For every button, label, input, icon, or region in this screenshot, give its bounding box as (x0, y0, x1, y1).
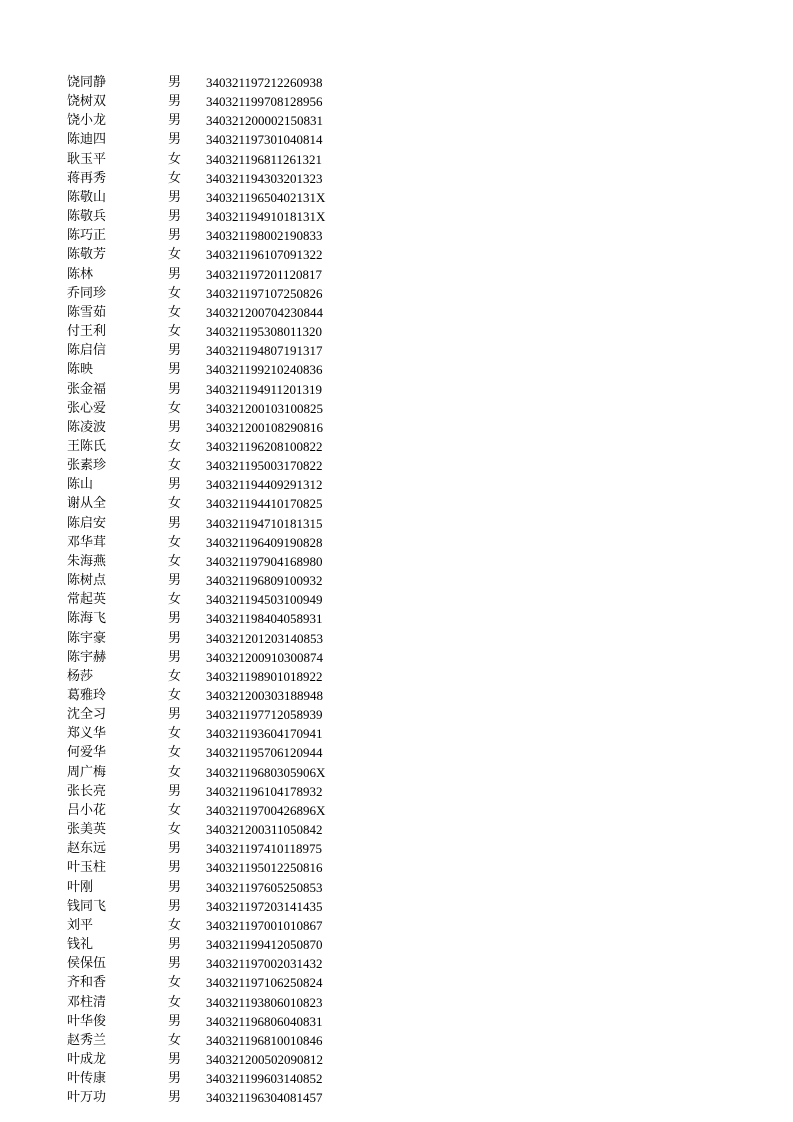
person-name: 陈宇豪 (67, 630, 107, 646)
table-row (67, 322, 386, 341)
person-gender: 男 (168, 113, 182, 129)
person-id-number: 340321197107250826 (206, 285, 323, 301)
table-row (67, 667, 386, 686)
table-row (67, 130, 386, 149)
person-gender: 男 (168, 649, 182, 665)
person-id-number: 340321197605250853 (206, 879, 323, 895)
person-id-number: 340321194710181315 (206, 515, 323, 531)
table-row (67, 878, 386, 897)
person-gender: 男 (168, 1013, 182, 1029)
table-row (67, 514, 386, 533)
person-gender: 女 (168, 1032, 182, 1048)
person-id-number: 340321200303188948 (206, 688, 323, 703)
table-row (67, 303, 386, 322)
person-gender: 男 (168, 898, 182, 914)
person-id-number: 340321196409190828 (206, 534, 323, 550)
table-row (67, 92, 386, 111)
person-gender: 男 (168, 937, 182, 953)
person-id-number: 340321197106250824 (206, 975, 323, 991)
person-id-number: 340321201203140853 (206, 630, 323, 646)
person-name: 郑义华 (67, 726, 107, 742)
person-id-number: 340321199412050870 (206, 937, 323, 953)
person-gender: 女 (168, 458, 182, 474)
table-row (67, 399, 386, 418)
person-name: 吕小花 (67, 802, 107, 818)
person-gender: 女 (168, 764, 182, 780)
person-gender: 女 (168, 247, 182, 263)
person-id-number: 34032119491018131X (206, 209, 326, 225)
person-name: 饶树双 (67, 94, 107, 110)
person-gender: 男 (168, 783, 182, 799)
person-id-number: 340321194807191317 (206, 343, 323, 359)
person-id-number: 340321195706120944 (206, 745, 323, 761)
table-row (67, 360, 386, 379)
person-name: 张素珍 (67, 458, 107, 474)
person-gender: 女 (168, 688, 182, 703)
person-name: 陈迪四 (67, 132, 107, 148)
person-id-number: 340321197201120817 (206, 266, 323, 282)
person-id-number: 340321195308011320 (206, 324, 323, 340)
person-gender: 男 (168, 362, 182, 378)
person-name: 陈启信 (67, 343, 107, 359)
person-gender: 女 (168, 822, 182, 838)
person-id-number: 340321195003170822 (206, 458, 323, 474)
person-id-number: 340321199603140852 (206, 1071, 323, 1087)
person-gender: 女 (168, 151, 182, 167)
person-gender: 男 (168, 228, 182, 244)
table-row (67, 494, 386, 513)
person-gender: 女 (168, 745, 182, 761)
person-name: 饶小龙 (67, 113, 107, 129)
person-name: 陈林 (67, 266, 94, 282)
person-id-number: 340321197212260938 (206, 75, 323, 90)
roster-body (67, 73, 386, 1107)
person-name: 谢从全 (67, 496, 107, 512)
table-row (67, 169, 386, 188)
person-name: 周广梅 (67, 764, 107, 780)
person-id-number: 340321199210240836 (206, 362, 323, 378)
person-id-number: 340321198404058931 (206, 611, 323, 627)
person-gender: 男 (168, 611, 182, 627)
person-name: 叶万功 (67, 1090, 107, 1106)
person-gender: 女 (168, 496, 182, 512)
table-row (67, 839, 386, 858)
table-row (67, 724, 386, 743)
person-name: 钱同飞 (67, 898, 107, 914)
person-name: 邓华茸 (67, 534, 107, 550)
table-row (67, 648, 386, 667)
person-gender: 男 (168, 209, 182, 225)
person-name: 张金福 (67, 381, 107, 397)
person-id-number: 340321197002031432 (206, 956, 323, 972)
person-gender: 女 (168, 975, 182, 991)
table-row (67, 686, 386, 705)
person-id-number: 340321197712058939 (206, 707, 323, 723)
table-row (67, 1012, 386, 1031)
person-gender: 男 (168, 266, 182, 282)
person-id-number: 340321193806010823 (206, 994, 323, 1010)
person-name: 陈敬芳 (67, 247, 107, 263)
person-name: 陈映 (67, 362, 94, 378)
person-name: 刘平 (67, 917, 94, 933)
person-id-number: 340321198901018922 (206, 668, 323, 684)
table-row (67, 188, 386, 207)
person-name: 齐和香 (67, 975, 107, 991)
table-row (67, 150, 386, 169)
table-row (67, 456, 386, 475)
person-name: 叶传康 (67, 1071, 107, 1087)
person-gender: 女 (168, 304, 182, 320)
person-name: 邓柱清 (67, 994, 107, 1010)
person-name: 叶玉柱 (67, 860, 107, 876)
person-id-number: 340321196810010846 (206, 1032, 323, 1048)
person-gender: 女 (168, 592, 182, 608)
person-name: 赵东远 (67, 841, 107, 857)
person-name: 付王利 (67, 324, 107, 340)
person-name: 侯保伍 (67, 956, 107, 972)
person-id-number: 340321196811261321 (206, 151, 323, 167)
person-id-number: 340321194409291312 (206, 477, 323, 493)
person-name: 陈敬兵 (67, 209, 107, 225)
person-id-number: 340321197001010867 (206, 917, 323, 933)
person-name: 张长亮 (67, 783, 107, 799)
table-row (67, 897, 386, 916)
table-row (67, 973, 386, 992)
person-name: 陈巧正 (67, 228, 107, 244)
table-row (67, 916, 386, 935)
person-id-number: 340321200704230844 (206, 304, 323, 320)
person-gender: 女 (168, 170, 182, 186)
person-name: 乔同珍 (67, 285, 107, 301)
person-name: 蒋再秀 (67, 170, 107, 186)
person-gender: 男 (168, 477, 182, 493)
person-gender: 男 (168, 630, 182, 646)
person-gender: 男 (168, 1071, 182, 1087)
table-row (67, 552, 386, 571)
table-row (67, 935, 386, 954)
person-id-number: 340321200311050842 (206, 822, 323, 838)
person-gender: 男 (168, 956, 182, 972)
person-id-number: 340321197301040814 (206, 132, 323, 148)
person-gender: 女 (168, 324, 182, 340)
person-gender: 女 (168, 917, 182, 933)
table-row (67, 1088, 386, 1107)
person-id-number: 340321194303201323 (206, 170, 323, 186)
person-name: 陈树点 (67, 573, 107, 589)
person-name: 叶成龙 (67, 1051, 107, 1067)
person-id-number: 340321199708128956 (206, 94, 323, 110)
table-row (67, 1069, 386, 1088)
person-name: 何爱华 (67, 745, 107, 761)
person-id-number: 340321195012250816 (206, 860, 323, 876)
person-name: 叶刚 (67, 879, 94, 895)
table-row (67, 629, 386, 648)
person-gender: 男 (168, 132, 182, 148)
person-gender: 男 (168, 189, 182, 205)
person-gender: 男 (168, 515, 182, 531)
person-id-number: 340321196809100932 (206, 573, 323, 589)
table-row (67, 380, 386, 399)
person-name: 饶同静 (67, 75, 107, 90)
person-gender: 女 (168, 534, 182, 550)
person-id-number: 340321198002190833 (206, 228, 323, 244)
person-id-number: 340321197904168980 (206, 553, 323, 569)
person-id-number: 34032119680305906X (206, 764, 326, 780)
person-gender: 男 (168, 573, 182, 589)
person-gender: 女 (168, 285, 182, 301)
table-row (67, 801, 386, 820)
person-name: 钱礼 (67, 937, 94, 953)
person-name: 王陈氏 (67, 438, 107, 454)
table-row (67, 820, 386, 839)
person-name: 陈雪茹 (67, 304, 107, 320)
person-id-number: 340321193604170941 (206, 726, 323, 742)
person-name: 常起英 (67, 592, 107, 608)
table-row (67, 1031, 386, 1050)
person-id-number: 340321200002150831 (206, 113, 323, 129)
table-row (67, 858, 386, 877)
person-id-number: 340321196806040831 (206, 1013, 323, 1029)
person-gender: 男 (168, 1090, 182, 1106)
table-row (67, 705, 386, 724)
table-row (67, 437, 386, 456)
person-gender: 男 (168, 860, 182, 876)
person-id-number: 340321200103100825 (206, 400, 323, 416)
person-gender: 女 (168, 726, 182, 742)
person-gender: 男 (168, 707, 182, 723)
person-gender: 男 (168, 343, 182, 359)
person-name: 张美英 (67, 822, 107, 838)
person-gender: 女 (168, 668, 182, 684)
person-gender: 男 (168, 419, 182, 435)
table-row (67, 533, 386, 552)
person-id-number: 340321197410118975 (206, 841, 323, 857)
person-name: 陈凌波 (67, 419, 107, 435)
table-row (67, 341, 386, 360)
table-row (67, 418, 386, 437)
table-row (67, 207, 386, 226)
person-id-number: 34032119650402131X (206, 189, 326, 205)
table-row (67, 245, 386, 264)
person-gender: 男 (168, 75, 182, 90)
person-name: 陈海飞 (67, 611, 107, 627)
table-row (67, 571, 386, 590)
person-id-number: 340321194410170825 (206, 496, 323, 512)
person-name: 叶华俊 (67, 1013, 107, 1029)
table-row (67, 265, 386, 284)
person-name: 杨莎 (67, 668, 94, 684)
person-name: 陈敬山 (67, 189, 107, 205)
person-id-number: 340321200910300874 (206, 649, 323, 665)
person-name: 耿玉平 (67, 151, 107, 167)
person-gender: 男 (168, 841, 182, 857)
person-name: 陈宇赫 (67, 649, 107, 665)
table-row (67, 475, 386, 494)
person-gender: 女 (168, 994, 182, 1010)
table-row (67, 73, 386, 92)
person-gender: 男 (168, 381, 182, 397)
table-row (67, 743, 386, 762)
person-name: 张心爱 (67, 400, 107, 416)
person-name: 沈全习 (67, 707, 107, 723)
person-gender: 男 (168, 94, 182, 110)
table-row (67, 226, 386, 245)
person-id-number: 34032119700426896X (206, 802, 326, 818)
table-row (67, 609, 386, 628)
person-id-number: 340321196107091322 (206, 247, 323, 263)
person-gender: 女 (168, 802, 182, 818)
person-id-number: 340321196104178932 (206, 783, 323, 799)
person-gender: 女 (168, 400, 182, 416)
person-id-number: 340321194503100949 (206, 592, 323, 608)
table-row (67, 111, 386, 130)
person-gender: 女 (168, 438, 182, 454)
roster-table (67, 73, 386, 1107)
person-gender: 女 (168, 553, 182, 569)
person-id-number: 340321196304081457 (206, 1090, 323, 1106)
person-id-number: 340321194911201319 (206, 381, 323, 397)
table-row (67, 993, 386, 1012)
table-row (67, 1050, 386, 1069)
person-gender: 男 (168, 1051, 182, 1067)
person-id-number: 340321196208100822 (206, 438, 323, 454)
person-gender: 男 (168, 879, 182, 895)
table-row (67, 954, 386, 973)
person-id-number: 340321200502090812 (206, 1051, 323, 1067)
person-name: 朱海燕 (67, 553, 107, 569)
person-name: 赵秀兰 (67, 1032, 107, 1048)
person-name: 陈山 (67, 477, 94, 493)
person-id-number: 340321200108290816 (206, 419, 323, 435)
table-row (67, 590, 386, 609)
person-name: 葛雅玲 (67, 688, 107, 703)
table-row (67, 763, 386, 782)
person-name: 陈启安 (67, 515, 107, 531)
person-id-number: 340321197203141435 (206, 898, 323, 914)
table-row (67, 782, 386, 801)
table-row (67, 284, 386, 303)
